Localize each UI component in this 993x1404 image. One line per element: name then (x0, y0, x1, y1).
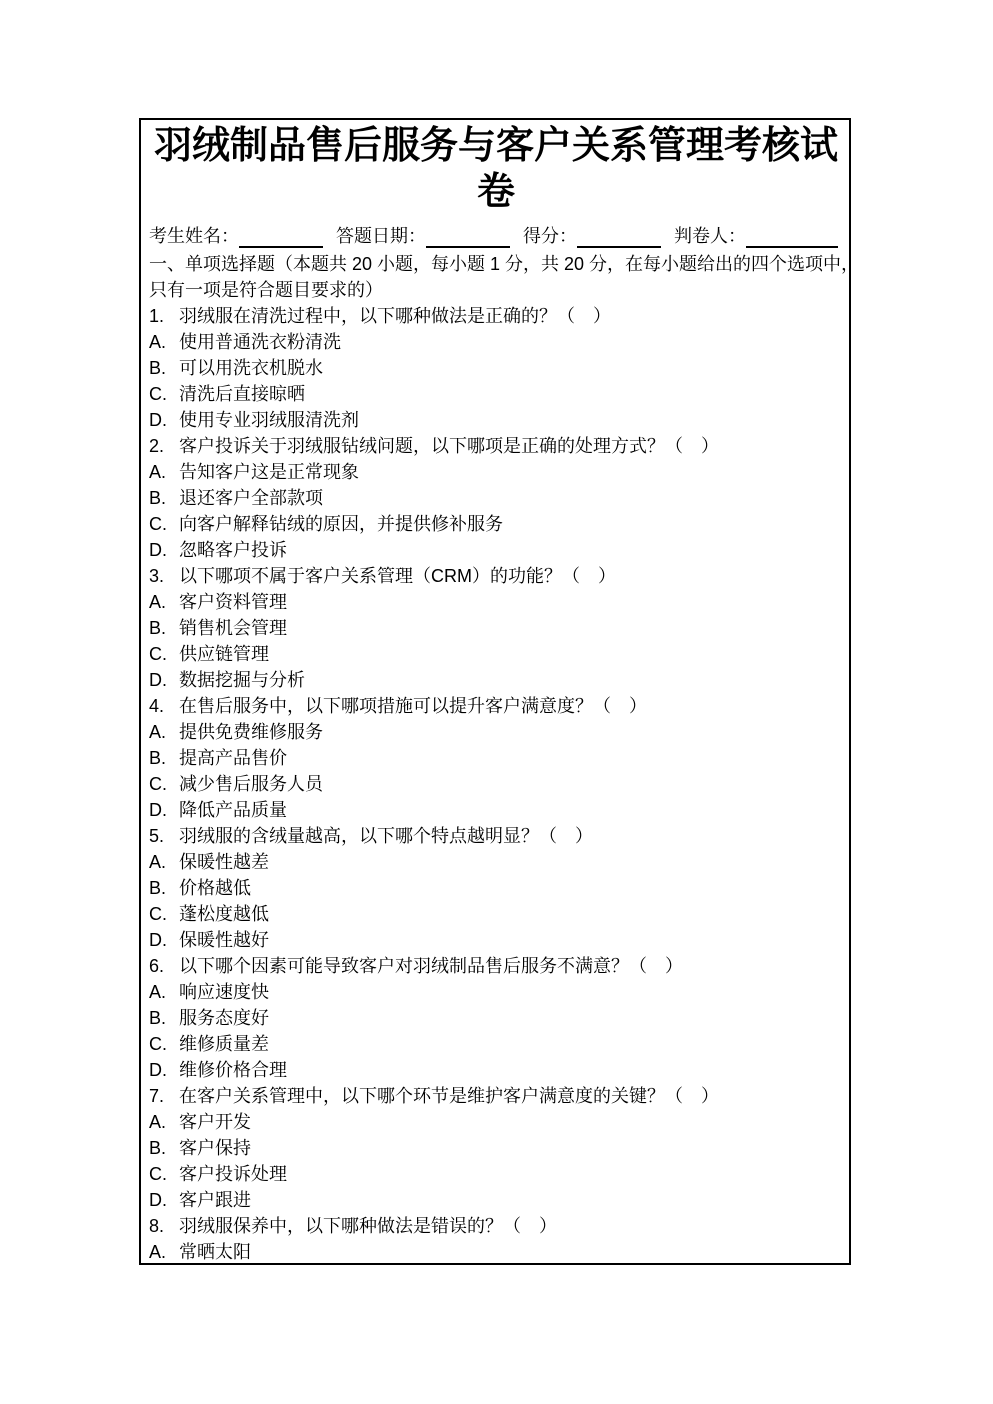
option-line (149, 1057, 843, 1083)
option-text: 降低产品质量 (179, 800, 287, 820)
exam-info-row (149, 224, 843, 248)
option-letter: D. (149, 1060, 167, 1080)
option-text: 告知客户这是正常现象 (179, 462, 359, 482)
option-line (149, 875, 843, 901)
option-text: 保暖性越好 (179, 930, 269, 950)
section-heading-line-1: 一、单项选择题（本题共 20 小题，每小题 1 分，共 20 分，在每小题给出的四个选项中， (149, 254, 860, 274)
question-number: 3. (149, 566, 165, 586)
score-blank (577, 224, 661, 248)
option-letter: D. (149, 540, 167, 560)
question-text: 在客户关系管理中，以下哪个环节是维护客户满意度的关键？（ ） (179, 1086, 719, 1106)
exam-body (149, 251, 860, 1265)
option-letter: C. (149, 384, 167, 404)
option-letter: B. (149, 1008, 167, 1028)
option-line (149, 1135, 843, 1161)
question-number: 4. (149, 696, 165, 716)
answer-date-label: 答题日期： (336, 226, 426, 246)
option-text: 可以用洗衣机脱水 (179, 358, 323, 378)
option-letter: A. (149, 722, 167, 742)
option-line (149, 641, 843, 667)
question-number: 7. (149, 1086, 165, 1106)
exam-paper (139, 118, 860, 1265)
option-letter: C. (149, 774, 167, 794)
option-letter: A. (149, 1112, 167, 1132)
option-text: 维修质量差 (179, 1034, 269, 1054)
question-text: 以下哪项不属于客户关系管理（CRM）的功能？（ ） (179, 566, 616, 586)
option-letter: D. (149, 410, 167, 430)
option-line (149, 745, 843, 771)
option-letter: A. (149, 1242, 167, 1262)
option-letter: B. (149, 618, 167, 638)
option-letter: A. (149, 592, 167, 612)
questions-list (149, 303, 843, 1265)
question-line (149, 1213, 843, 1239)
question-text: 在售后服务中，以下哪项措施可以提升客户满意度？（ ） (179, 696, 647, 716)
field-grader (674, 224, 838, 248)
option-line (149, 329, 843, 355)
question-line (149, 693, 843, 719)
option-text: 客户开发 (179, 1112, 251, 1132)
field-answer-date (336, 224, 510, 248)
question-number: 2. (149, 436, 165, 456)
option-line (149, 901, 843, 927)
option-line (149, 615, 843, 641)
question-number: 1. (149, 306, 165, 326)
question-line (149, 953, 843, 979)
option-line (149, 459, 843, 485)
option-letter: B. (149, 488, 167, 508)
question-line (149, 563, 843, 589)
option-line (149, 485, 843, 511)
option-text: 清洗后直接晾晒 (179, 384, 305, 404)
option-text: 服务态度好 (179, 1008, 269, 1028)
option-text: 价格越低 (179, 878, 251, 898)
option-text: 客户保持 (179, 1138, 251, 1158)
option-line (149, 1239, 843, 1265)
option-line (149, 589, 843, 615)
option-text: 向客户解释钻绒的原因，并提供修补服务 (179, 514, 503, 534)
option-letter: B. (149, 358, 167, 378)
option-letter: C. (149, 1164, 167, 1184)
grader-label: 判卷人： (674, 226, 746, 246)
option-letter: B. (149, 878, 167, 898)
option-text: 客户跟进 (179, 1190, 251, 1210)
option-text: 使用专业羽绒服清洗剂 (179, 410, 359, 430)
field-examinee-name (149, 224, 323, 248)
examinee-name-label: 考生姓名： (149, 226, 239, 246)
option-letter: D. (149, 930, 167, 950)
question-text: 以下哪个因素可能导致客户对羽绒制品售后服务不满意？（ ） (179, 956, 683, 976)
option-text: 蓬松度越低 (179, 904, 269, 924)
option-text: 提高产品售价 (179, 748, 287, 768)
option-line (149, 355, 843, 381)
question-text: 羽绒服的含绒量越高，以下哪个特点越明显？（ ） (179, 826, 593, 846)
option-letter: D. (149, 1190, 167, 1210)
option-line (149, 381, 843, 407)
question-number: 5. (149, 826, 165, 846)
option-letter: C. (149, 644, 167, 664)
question-line (149, 303, 843, 329)
option-letter: D. (149, 670, 167, 690)
option-line (149, 1109, 843, 1135)
option-letter: A. (149, 982, 167, 1002)
field-score (523, 224, 661, 248)
option-text: 维修价格合理 (179, 1060, 287, 1080)
option-text: 保暖性越差 (179, 852, 269, 872)
option-line (149, 719, 843, 745)
option-text: 提供免费维修服务 (179, 722, 323, 742)
option-text: 减少售后服务人员 (179, 774, 323, 794)
examinee-name-blank (239, 224, 323, 248)
option-line (149, 1187, 843, 1213)
score-label: 得分： (523, 226, 577, 246)
option-letter: B. (149, 748, 167, 768)
exam-title: 羽绒制品售后服务与客户关系管理考核试卷 (153, 125, 838, 213)
option-line (149, 667, 843, 693)
option-line (149, 1161, 843, 1187)
grader-blank (746, 224, 838, 248)
option-letter: C. (149, 514, 167, 534)
question-text: 羽绒服在清洗过程中，以下哪种做法是正确的？（ ） (179, 306, 611, 326)
option-text: 供应链管理 (179, 644, 269, 664)
question-line (149, 433, 843, 459)
option-text: 使用普通洗衣粉清洗 (179, 332, 341, 352)
section-heading-line-2: 只有一项是符合题目要求的） (149, 280, 383, 300)
question-text: 客户投诉关于羽绒服钻绒问题，以下哪项是正确的处理方式？（ ） (179, 436, 719, 456)
option-letter: A. (149, 852, 167, 872)
question-text: 羽绒服保养中，以下哪种做法是错误的？（ ） (179, 1216, 557, 1236)
option-letter: A. (149, 332, 167, 352)
option-text: 常晒太阳 (179, 1242, 251, 1262)
option-line (149, 1031, 843, 1057)
question-line (149, 1083, 843, 1109)
option-text: 客户资料管理 (179, 592, 287, 612)
answer-date-blank (426, 224, 510, 248)
option-line (149, 927, 843, 953)
option-letter: A. (149, 462, 167, 482)
option-letter: D. (149, 800, 167, 820)
option-line (149, 771, 843, 797)
option-text: 销售机会管理 (179, 618, 287, 638)
option-line (149, 797, 843, 823)
question-number: 6. (149, 956, 165, 976)
option-letter: C. (149, 904, 167, 924)
option-line (149, 979, 843, 1005)
option-line (149, 849, 843, 875)
question-line (149, 823, 843, 849)
option-text: 忽略客户投诉 (179, 540, 287, 560)
option-text: 数据挖掘与分析 (179, 670, 305, 690)
option-text: 客户投诉处理 (179, 1164, 287, 1184)
option-line (149, 511, 843, 537)
option-letter: C. (149, 1034, 167, 1054)
option-line (149, 1005, 843, 1031)
option-text: 响应速度快 (179, 982, 269, 1002)
question-number: 8. (149, 1216, 165, 1236)
option-line (149, 537, 843, 563)
option-text: 退还客户全部款项 (179, 488, 323, 508)
option-line (149, 407, 843, 433)
option-letter: B. (149, 1138, 167, 1158)
